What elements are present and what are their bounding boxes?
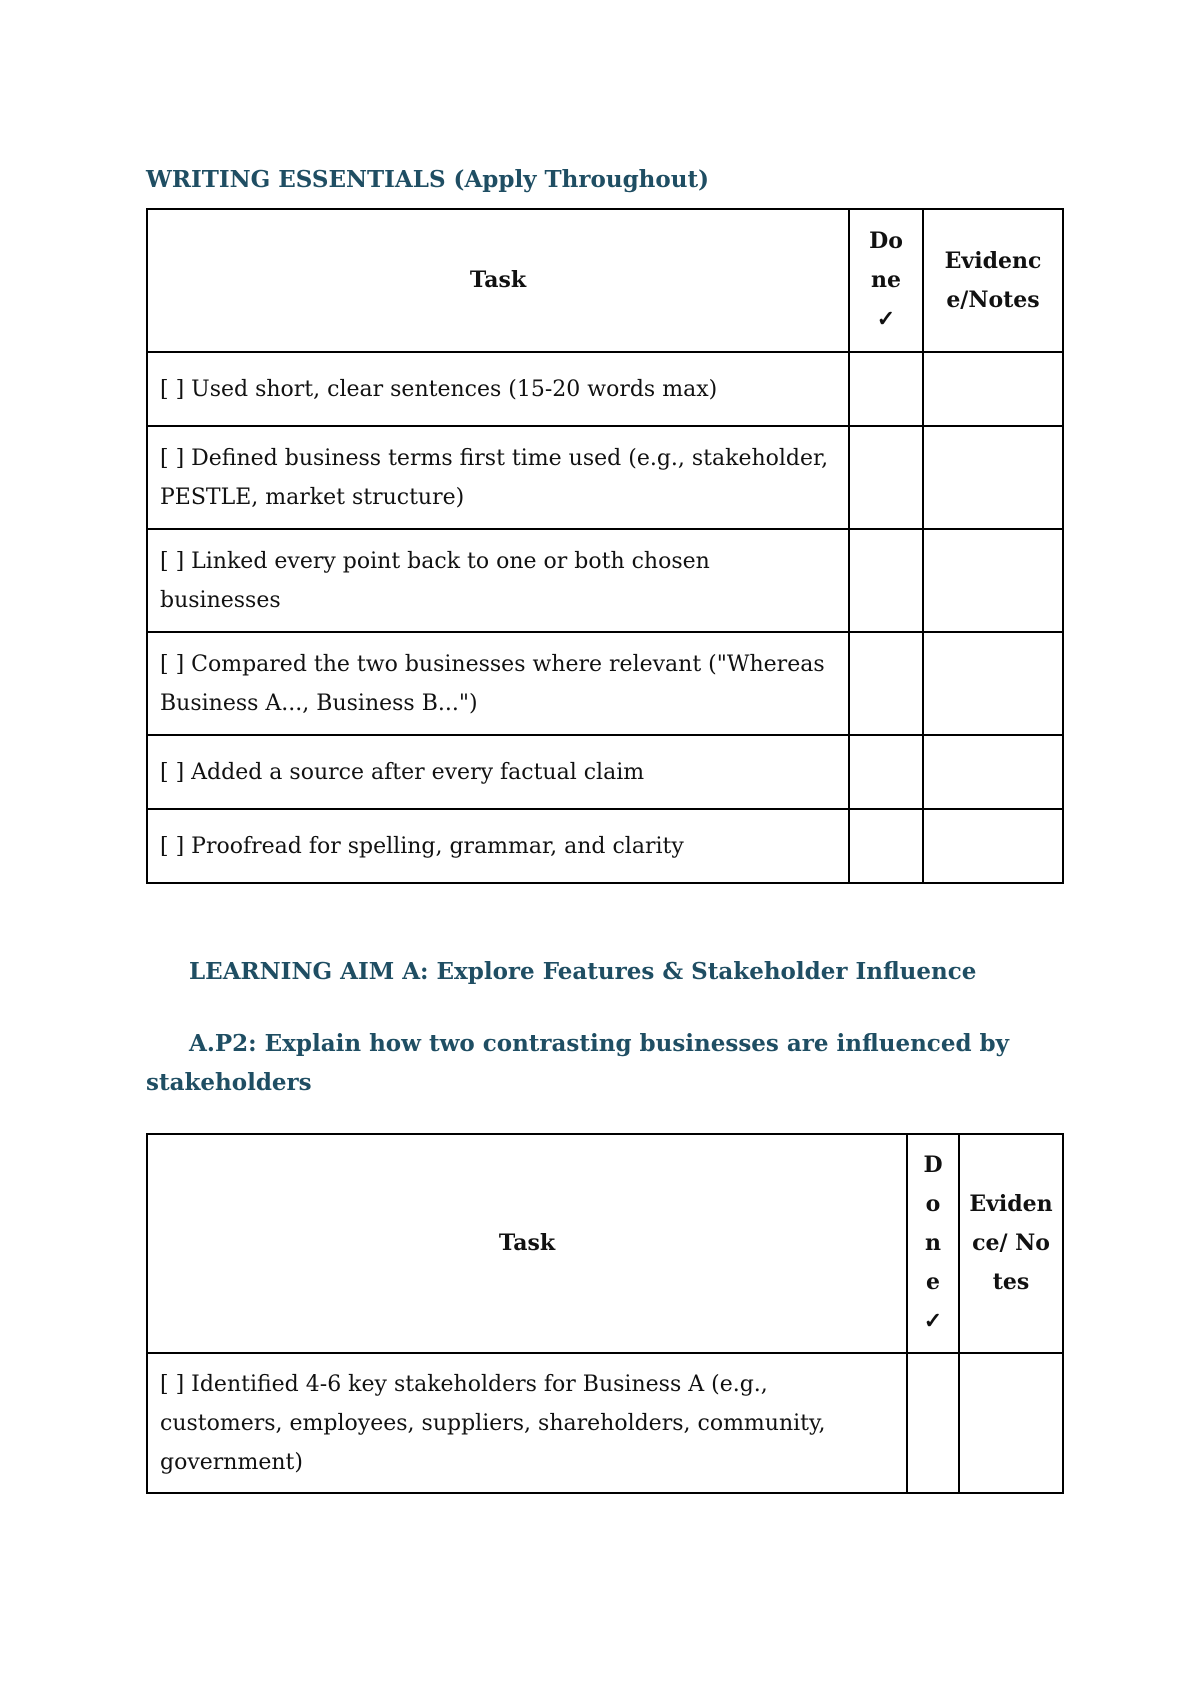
notes-cell[interactable] <box>923 735 1063 809</box>
task-column-header: Task <box>147 1134 907 1353</box>
table-row <box>147 632 1063 735</box>
done-cell[interactable] <box>849 735 923 809</box>
notes-cell[interactable] <box>923 809 1063 883</box>
notes-column-header: Evidence/ Notes <box>959 1134 1063 1353</box>
done-cell[interactable] <box>849 809 923 883</box>
task-cell: [ ] Defined business terms first time used (e.g., stakeholder, PESTLE, market structure) <box>147 426 849 529</box>
notes-cell[interactable] <box>923 352 1063 426</box>
notes-cell[interactable] <box>923 632 1063 735</box>
done-cell[interactable] <box>849 529 923 632</box>
done-cell[interactable] <box>849 632 923 735</box>
table-row <box>147 735 1063 809</box>
done-column-header: Done ✓ <box>849 209 923 352</box>
table-row <box>147 352 1063 426</box>
ap2-heading: A.P2: Explain how two contrasting businesses are influenced by stakeholders <box>146 1030 1009 1096</box>
table-header-row <box>147 209 1063 352</box>
writing-essentials-heading: WRITING ESSENTIALS (Apply Throughout) <box>146 166 709 193</box>
table-header-row <box>147 1134 1063 1353</box>
done-cell[interactable] <box>907 1353 959 1493</box>
notes-cell[interactable] <box>923 529 1063 632</box>
done-cell[interactable] <box>849 352 923 426</box>
task-cell: [ ] Proofread for spelling, grammar, and clarity <box>147 809 849 883</box>
notes-column-header: Evidence/Notes <box>923 209 1063 352</box>
notes-cell[interactable] <box>923 426 1063 529</box>
done-column-header: Done ✓ <box>907 1134 959 1353</box>
notes-cell[interactable] <box>959 1353 1063 1493</box>
table-row <box>147 1353 1063 1493</box>
table-row <box>147 529 1063 632</box>
writing-essentials-table <box>146 208 1064 884</box>
done-cell[interactable] <box>849 426 923 529</box>
task-cell: [ ] Added a source after every factual claim <box>147 735 849 809</box>
table-row <box>147 809 1063 883</box>
learning-aim-a-heading: LEARNING AIM A: Explore Features & Stakeholder Influence <box>189 958 977 985</box>
ap2-table <box>146 1133 1064 1494</box>
task-column-header: Task <box>147 209 849 352</box>
task-cell: [ ] Linked every point back to one or both chosen businesses <box>147 529 849 632</box>
task-cell: [ ] Used short, clear sentences (15-20 words max) <box>147 352 849 426</box>
task-cell: [ ] Compared the two businesses where relevant ("Whereas Business A..., Business B...") <box>147 632 849 735</box>
task-cell: [ ] Identified 4-6 key stakeholders for Business A (e.g., customers, employees, suppliers, shareholders, community, government) <box>147 1353 907 1493</box>
table-row <box>147 426 1063 529</box>
